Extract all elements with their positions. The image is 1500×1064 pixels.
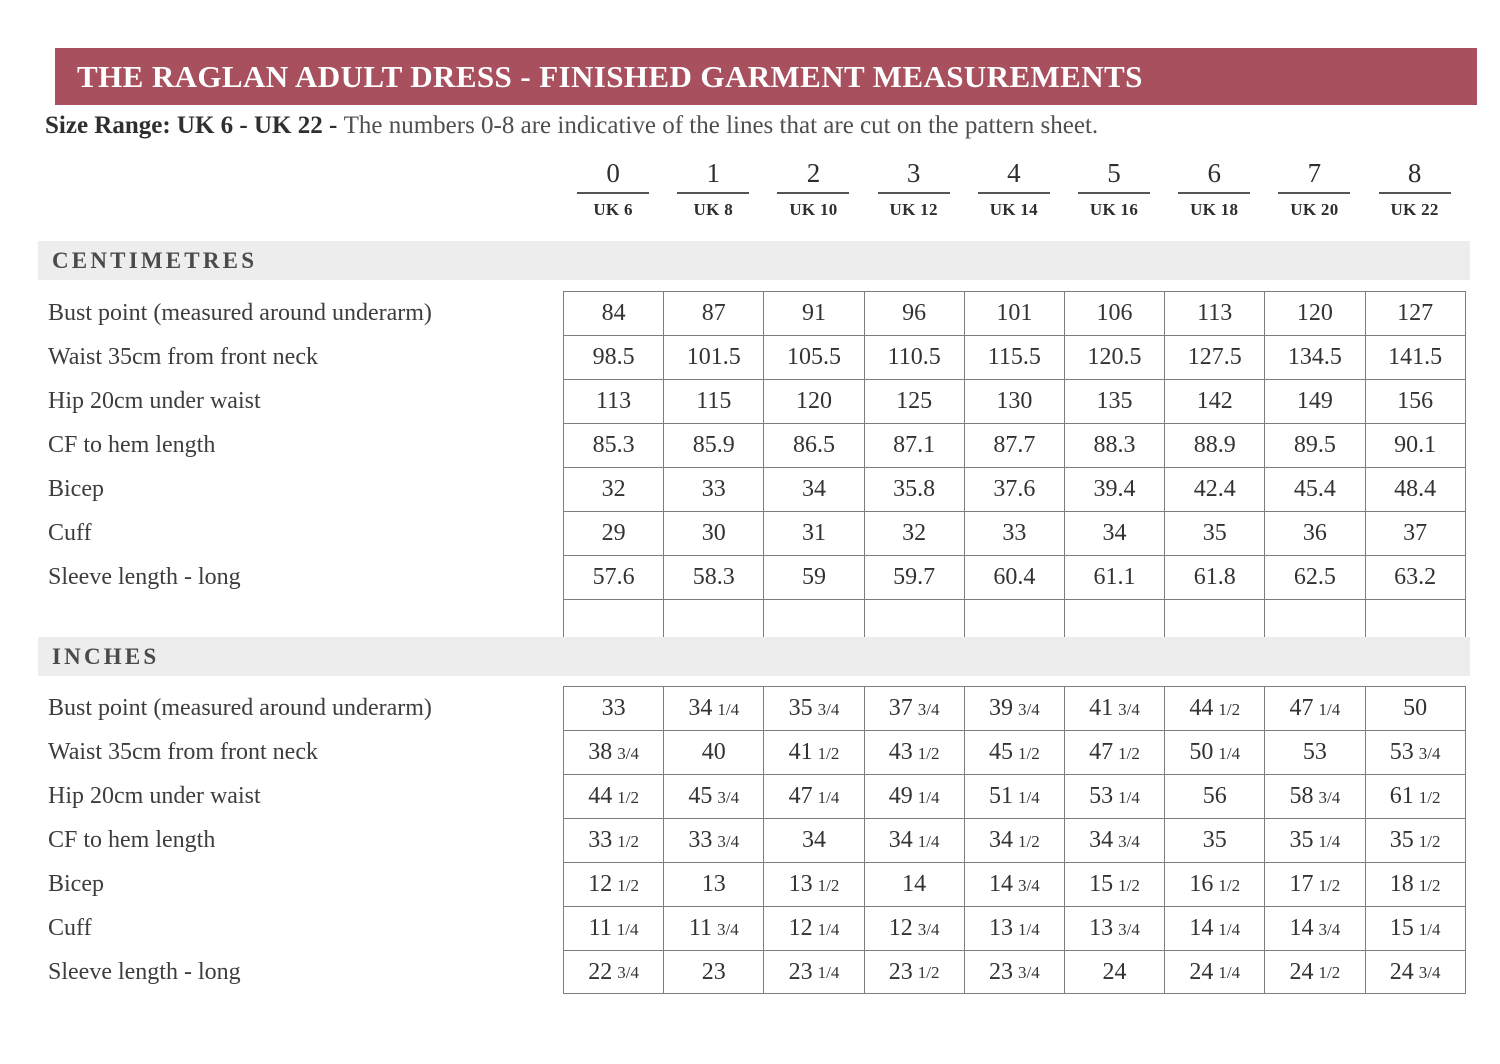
measurement-value-cell: 44 1/2 [564,775,664,818]
measurement-value-cell: 87 [664,292,764,335]
table-row [45,555,1470,599]
measurement-value-cell [1165,600,1265,642]
uk-size-label: UK 20 [1290,200,1339,219]
measurement-value-cell: 15 1/2 [1065,863,1165,906]
measurement-value-cell: 35 [1165,512,1265,555]
header-rule [1178,192,1250,194]
measurement-value-cell: 17 1/2 [1265,863,1365,906]
measurement-value-cell: 33 [965,512,1065,555]
measurement-value-cell: 105.5 [764,336,864,379]
measurement-value-cell: 141.5 [1366,336,1466,379]
measurement-value-cell: 127.5 [1165,336,1265,379]
uk-size-label: UK 16 [1089,200,1139,219]
size-column-header [1365,160,1465,232]
section-band-centimetres [38,241,1470,280]
measurement-value-cell: 130 [965,380,1065,423]
measurement-value-cell: 53 3/4 [1366,731,1466,774]
measurement-label: Sleeve length - long [48,958,241,985]
measurement-value-cell: 61.1 [1065,556,1165,599]
size-column-headers [563,160,1465,232]
measurement-value-cell: 29 [564,512,664,555]
measurement-label: Bust point (measured around underarm) [48,694,432,721]
measurement-value-cell: 63.2 [1366,556,1466,599]
size-column-header [964,160,1064,232]
table-row [45,906,1470,950]
measurement-value-cell: 23 1/2 [865,951,965,993]
size-number: 3 [906,158,921,188]
size-number: 4 [1007,158,1021,188]
measurement-value-cell: 47 1/4 [1265,687,1365,730]
measurement-value-cell: 85.3 [564,424,664,467]
header-rule [1078,192,1150,194]
measurement-value-cells [563,818,1466,862]
table-row [45,467,1470,511]
measurement-value-cell: 35 [1165,819,1265,862]
size-number: 8 [1407,158,1422,188]
uk-size-label: UK 22 [1390,200,1439,219]
measurement-value-cell: 39.4 [1065,468,1165,511]
measurement-value-cell: 47 1/4 [764,775,864,818]
measurement-value-cell: 34 [764,468,864,511]
measurement-value-cell: 127 [1366,292,1466,335]
measurement-value-cell: 59 [764,556,864,599]
measurement-value-cell: 59.7 [865,556,965,599]
size-column-header [1064,160,1164,232]
subtitle-lead: Size Range: UK 6 - UK 22 - [45,112,344,139]
measurement-value-cell: 34 1/2 [965,819,1065,862]
header-rule [1379,192,1451,194]
table-row [45,730,1470,774]
measurement-value-cell: 11 3/4 [664,907,764,950]
measurement-value-cell: 62.5 [1265,556,1365,599]
measurement-value-cell: 86.5 [764,424,864,467]
measurement-label: CF to hem length [48,826,216,853]
measurement-value-cell: 13 [664,863,764,906]
measurement-value-cell [564,600,664,642]
measurement-value-cell: 142 [1165,380,1265,423]
measurement-value-cell: 34 1/4 [865,819,965,862]
measurement-value-cells [563,906,1466,950]
measurement-label: Bicep [48,475,104,502]
measurement-value-cell: 98.5 [564,336,664,379]
measurement-value-cell: 101 [965,292,1065,335]
measurement-value-cell: 18 1/2 [1366,863,1466,906]
measurement-value-cell: 113 [564,380,664,423]
measurement-value-cell: 45.4 [1265,468,1365,511]
measurement-value-cell: 23 1/4 [764,951,864,993]
measurement-value-cell: 58.3 [664,556,764,599]
measurement-value-cell: 40 [664,731,764,774]
measurement-value-cell [965,600,1065,642]
measurement-value-cell: 45 3/4 [664,775,764,818]
measurement-value-cell: 24 1/4 [1165,951,1265,993]
measurement-value-cells [563,555,1466,599]
size-number: 0 [606,158,620,188]
measurement-value-cell: 31 [764,512,864,555]
measurement-label: Waist 35cm from front neck [48,343,318,370]
measurement-value-cell: 34 3/4 [1065,819,1165,862]
measurement-value-cell: 60.4 [965,556,1065,599]
measurement-value-cell: 53 [1265,731,1365,774]
measurement-value-cell: 33 [664,468,764,511]
measurement-value-cell [1265,600,1365,642]
measurement-value-cells [563,467,1466,511]
measurement-value-cell: 14 [865,863,965,906]
size-column-header [1164,160,1264,232]
measurement-value-cell: 115 [664,380,764,423]
measurement-value-cell: 22 3/4 [564,951,664,993]
measurement-label: Hip 20cm under waist [48,387,261,414]
table-row [45,291,1470,335]
table-row [45,423,1470,467]
measurement-value-cell: 13 3/4 [1065,907,1165,950]
measurement-value-cell: 37 [1366,512,1466,555]
measurement-value-cell: 85.9 [664,424,764,467]
size-column-header [663,160,763,232]
title-bar [55,48,1477,105]
measurement-value-cell: 156 [1366,380,1466,423]
measurement-value-cells [563,291,1466,335]
measurement-value-cell: 24 3/4 [1366,951,1466,993]
uk-size-label: UK 18 [1190,200,1239,219]
measurement-value-cell: 57.6 [564,556,664,599]
measurement-label: Bust point (measured around underarm) [48,299,432,326]
measurement-value-cell: 120 [764,380,864,423]
uk-size-label: UK 10 [789,200,838,219]
measurement-value-cell: 90.1 [1366,424,1466,467]
measurement-label: Hip 20cm under waist [48,782,261,809]
measurement-value-cells [563,686,1466,730]
measurement-value-cell: 88.3 [1065,424,1165,467]
measurement-value-cell: 61 1/2 [1366,775,1466,818]
measurement-value-cell: 24 1/2 [1265,951,1365,993]
measurement-value-cell: 87.1 [865,424,965,467]
measurement-value-cell: 14 1/4 [1165,907,1265,950]
measurement-value-cell: 120.5 [1065,336,1165,379]
measurement-value-cell [664,600,764,642]
measurement-value-cell: 125 [865,380,965,423]
measurement-value-cell: 45 1/2 [965,731,1065,774]
section-label-inches: INCHES [52,643,160,669]
measurement-value-cell: 41 1/2 [764,731,864,774]
size-number: 6 [1207,158,1221,188]
measurement-value-cell: 24 [1065,951,1165,993]
measurement-value-cell: 37.6 [965,468,1065,511]
header-rule [1278,192,1350,194]
measurement-value-cell: 91 [764,292,864,335]
measurement-label: CF to hem length [48,431,216,458]
measurement-value-cells [563,950,1466,994]
measurement-value-cell: 149 [1265,380,1365,423]
measurement-value-cell: 33 3/4 [664,819,764,862]
measurement-value-cell: 120 [1265,292,1365,335]
section-band-inches [38,637,1470,676]
measurement-value-cell: 12 1/4 [764,907,864,950]
header-rule [577,192,649,194]
size-column-header [763,160,863,232]
measurement-value-cell: 12 1/2 [564,863,664,906]
measurement-value-cell: 37 3/4 [865,687,965,730]
uk-size-label: UK 14 [989,200,1038,219]
measurement-value-cell: 32 [865,512,965,555]
measurement-value-cell: 14 3/4 [1265,907,1365,950]
measurement-value-cell: 34 [1065,512,1165,555]
size-column-header [563,160,663,232]
measurement-value-cell: 115.5 [965,336,1065,379]
table-row [45,379,1470,423]
measurement-value-cell: 48.4 [1366,468,1466,511]
table-row [45,950,1470,994]
measurement-value-cell [1065,600,1165,642]
measurement-value-cell: 30 [664,512,764,555]
table-row [45,335,1470,379]
measurement-label: Bicep [48,870,104,897]
table-row [45,686,1470,730]
measurement-label: Cuff [48,914,92,941]
table-row [45,818,1470,862]
measurement-value-cell: 33 [564,687,664,730]
table-row [45,511,1470,555]
measurement-value-cell: 84 [564,292,664,335]
measurement-value-cell: 35.8 [865,468,965,511]
measurement-value-cell: 39 3/4 [965,687,1065,730]
section-label-centimetres: CENTIMETRES [52,247,258,273]
size-number: 2 [806,158,821,188]
measurement-value-cell: 42.4 [1165,468,1265,511]
table-row [45,862,1470,906]
size-number: 7 [1307,158,1322,188]
measurement-value-cells [563,862,1466,906]
measurement-value-cell: 35 1/2 [1366,819,1466,862]
table-row [45,774,1470,818]
measurement-value-cell: 23 3/4 [965,951,1065,993]
measurement-value-cell: 58 3/4 [1265,775,1365,818]
measurement-value-cell: 41 3/4 [1065,687,1165,730]
measurement-value-cells [563,423,1466,467]
measurement-value-cell: 36 [1265,512,1365,555]
measurement-value-cell: 35 1/4 [1265,819,1365,862]
uk-size-label: UK 6 [593,200,633,219]
measurement-value-cell: 56 [1165,775,1265,818]
measurement-value-cell: 13 1/2 [764,863,864,906]
measurement-value-cell: 43 1/2 [865,731,965,774]
measurement-value-cell: 50 1/4 [1165,731,1265,774]
measurement-value-cells [563,774,1466,818]
measurement-value-cell: 23 [664,951,764,993]
measurement-value-cell [764,600,864,642]
measurement-value-cell: 16 1/2 [1165,863,1265,906]
measurement-value-cell: 134.5 [1265,336,1365,379]
measurement-value-cell: 11 1/4 [564,907,664,950]
size-number: 1 [706,158,721,188]
measurement-value-cells [563,730,1466,774]
subtitle [45,112,1098,140]
measurement-value-cell: 53 1/4 [1065,775,1165,818]
measurement-value-cell: 61.8 [1165,556,1265,599]
measurement-value-cell: 106 [1065,292,1165,335]
measurement-value-cell: 101.5 [664,336,764,379]
measurement-value-cell: 49 1/4 [865,775,965,818]
measurement-value-cells [563,379,1466,423]
measurement-value-cell: 50 [1366,687,1466,730]
size-number: 5 [1107,158,1121,188]
measurement-label: Sleeve length - long [48,563,241,590]
measurement-value-cell: 113 [1165,292,1265,335]
header-rule [878,192,950,194]
header-rule [677,192,749,194]
measurement-value-cell: 34 1/4 [664,687,764,730]
measurement-value-cell: 87.7 [965,424,1065,467]
page-title: THE RAGLAN ADULT DRESS - FINISHED GARMENT MEASUREMENTS [77,58,1143,94]
header-rule [978,192,1050,194]
measurement-label: Cuff [48,519,92,546]
uk-size-label: UK 8 [693,200,733,219]
measurement-label: Waist 35cm from front neck [48,738,318,765]
measurement-value-cell: 34 [764,819,864,862]
measurement-value-cell: 51 1/4 [965,775,1065,818]
measurement-value-cell: 47 1/2 [1065,731,1165,774]
measurement-value-cell: 14 3/4 [965,863,1065,906]
measurement-value-cell [1366,600,1466,642]
uk-size-label: UK 12 [889,200,938,219]
measurement-value-cell: 96 [865,292,965,335]
measurement-value-cell: 110.5 [865,336,965,379]
measurement-value-cells [563,335,1466,379]
measurement-value-cell: 44 1/2 [1165,687,1265,730]
measurement-value-cell: 88.9 [1165,424,1265,467]
measurement-value-cell: 33 1/2 [564,819,664,862]
header-rule [777,192,849,194]
measurement-table-centimetres [45,291,1470,643]
measurement-value-cells [563,511,1466,555]
measurement-value-cell: 135 [1065,380,1165,423]
measurement-value-cell: 89.5 [1265,424,1365,467]
subtitle-rest: The numbers 0-8 are indicative of the lines that are cut on the pattern sheet. [343,112,1099,139]
measurement-value-cell: 13 1/4 [965,907,1065,950]
measurement-table-inches [45,686,1470,994]
measurement-value-cell: 15 1/4 [1366,907,1466,950]
measurement-value-cell: 35 3/4 [764,687,864,730]
size-column-header [864,160,964,232]
measurement-value-cell: 12 3/4 [865,907,965,950]
measurement-value-cell: 32 [564,468,664,511]
measurement-value-cell: 38 3/4 [564,731,664,774]
measurement-value-cell [865,600,965,642]
size-column-header [1264,160,1364,232]
